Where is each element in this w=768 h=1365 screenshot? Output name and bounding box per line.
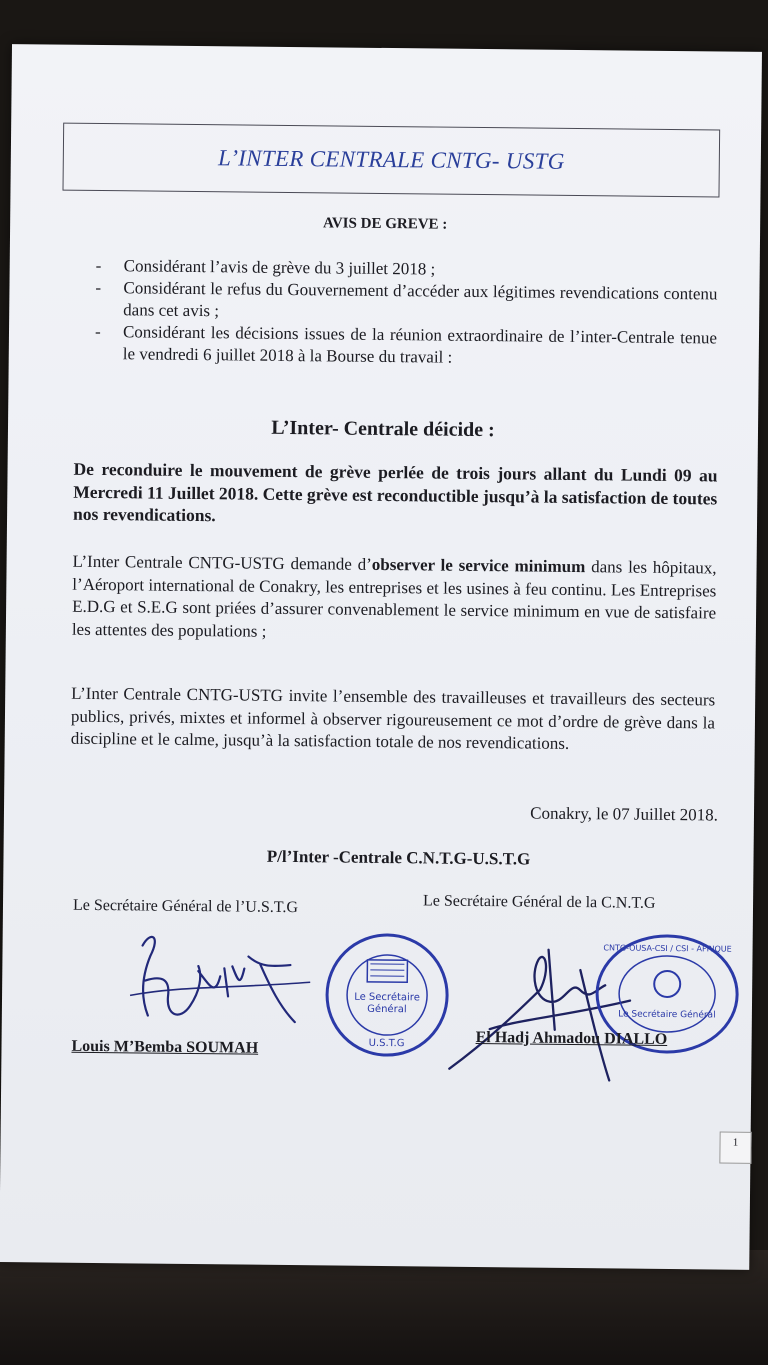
title-box (62, 123, 720, 198)
emphasis-text: observer le service minimum (371, 554, 586, 577)
bullet-dash: - (95, 255, 102, 276)
considerations-list (95, 255, 718, 372)
left-signatory-name: Louis M’Bemba SOUMAH (71, 1037, 259, 1057)
decision-heading: L’Inter- Centrale déicide : (271, 416, 495, 442)
minimum-service-paragraph (72, 551, 717, 648)
stamp-text: Le Secrétaire (354, 991, 420, 1004)
document-title: L’INTER CENTRALE CNTG- USTG (217, 145, 565, 174)
place-date: Conakry, le 07 Juillet 2018. (530, 803, 719, 825)
consideration-text: Considérant l’avis de grève du 3 juillet 2018 ; (123, 256, 436, 279)
stamp-text: Général (367, 1003, 407, 1016)
right-signatory-name: El Hadj Ahmadou DIALLO (475, 1028, 668, 1048)
consideration-text: Considérant le refus du Gouvernement d’accéder aux légitimes revendications contenu dans cet avis ; (123, 278, 718, 321)
invitation-paragraph: L’Inter Centrale CNTG-USTG invite l’ensemble des travailleuses et travailleurs des secteurs publics, privés, mixtes et informel à observer rigoureusement ce mot d’ordre de grève dans la discipline et le calme, jusqu’à la satisfaction totale de nos revendications. (70, 683, 716, 753)
stamp-text: U.S.T.G (368, 1037, 405, 1050)
paragraph-text: L’Inter Centrale CNTG-USTG demande d’ (72, 551, 372, 574)
decision-paragraph: De reconduire le mouvement de grève perlée de trois jours allant du Lundi 09 au Mercredi 11 Juillet 2018. Cette grève est reconductible jusqu’à la satisfaction de toutes nos revendications. (73, 458, 718, 526)
right-signature (429, 929, 661, 1091)
on-behalf-line: P/l’Inter -Centrale C.N.T.G-U.S.T.G (266, 846, 531, 869)
bullet-dash: - (94, 321, 101, 342)
consideration-text: Considérant les décisions issues de la réunion extraordinaire de l’inter-Centrale tenue le vendredi 6 juillet 2018 à la Bourse du travail : (122, 322, 718, 367)
bullet-dash: - (95, 277, 102, 298)
ustg-stamp (321, 929, 452, 1060)
document-page (0, 44, 762, 1270)
right-signatory-title: Le Secrétaire Général de la C.N.T.G (422, 892, 656, 912)
page-number: 1 (719, 1132, 751, 1164)
stamp-text: Le Secrétaire Général (618, 1009, 716, 1021)
left-signatory-title: Le Secrétaire Général de l’U.S.T.G (72, 896, 299, 917)
notice-heading: AVIS DE GREVE : (322, 215, 448, 233)
list-item (95, 321, 717, 372)
stamp-text: CNTG-OUSA-CSI / CSI - AFRIQUE (603, 943, 732, 954)
left-signature (120, 925, 321, 1037)
paragraph-text: dans les hôpitaux, l’Aéroport international de Conakry, les entreprises et les usines à feu continu. Les Entreprises E.D.G et S.E.G sont priées d’assurer convenablement le service minimum en vue de satisfaire les attentes des populations ; (71, 557, 717, 641)
list-item (95, 277, 717, 328)
